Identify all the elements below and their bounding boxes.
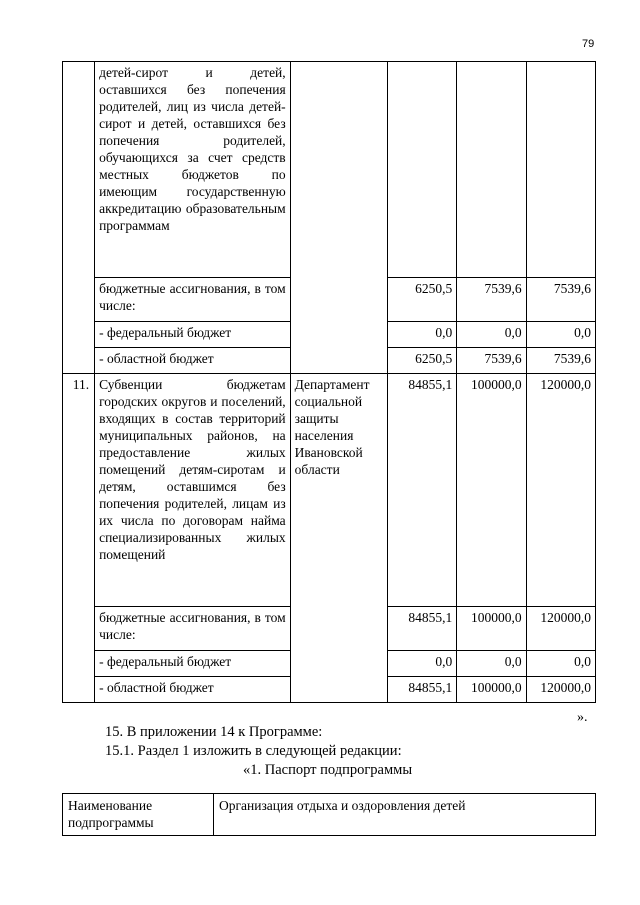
budget-value: 7539,6 — [457, 278, 526, 322]
federal-label: - федеральный бюджет — [95, 651, 291, 677]
federal-value: 0,0 — [387, 651, 456, 677]
federal-value: 0,0 — [526, 322, 595, 348]
row-number: 11. — [63, 374, 95, 607]
table-row — [63, 278, 596, 322]
value-cell: 120000,0 — [526, 374, 595, 607]
value-cell: 84855,1 — [387, 374, 456, 607]
table-row — [63, 677, 596, 703]
budget-label: бюджетные ассигнования, в том числе: — [95, 607, 291, 651]
table-row — [63, 348, 596, 374]
department-cell — [290, 62, 387, 278]
table-row — [63, 322, 596, 348]
passport-label: Наименование подпрограммы — [63, 794, 214, 836]
table-row — [63, 374, 596, 607]
budget-value: 84855,1 — [387, 607, 456, 651]
federal-value: 0,0 — [526, 651, 595, 677]
regional-value: 7539,6 — [526, 348, 595, 374]
closing-quote: ». — [577, 710, 588, 725]
federal-value: 0,0 — [387, 322, 456, 348]
value-cell: 100000,0 — [457, 374, 526, 607]
row-number-cell — [63, 62, 95, 278]
row-description: Субвенции бюджетам городских округов и поселений, входящих в состав территорий муниципальных районов, на предоставление жилых помещений детям-сиротам и детям, оставшимся без попечения родителей, лицам из их числа по договорам найма специализированных жилых помещений — [95, 374, 291, 607]
department-name: Департамент социальной защиты населения Ивановской области — [290, 374, 387, 607]
federal-value: 0,0 — [457, 322, 526, 348]
regional-label: - областной бюджет — [95, 677, 291, 703]
federal-value: 0,0 — [457, 651, 526, 677]
program-table — [62, 61, 596, 703]
table-row — [63, 651, 596, 677]
passport-table — [62, 793, 596, 836]
value-cell — [526, 62, 595, 278]
paragraph-15: 15. В приложении 14 к Программе: — [105, 724, 323, 740]
regional-label: - областной бюджет — [95, 348, 291, 374]
regional-value: 6250,5 — [387, 348, 456, 374]
section-heading: «1. Паспорт подпрограммы — [243, 762, 413, 778]
regional-value: 100000,0 — [457, 677, 526, 703]
regional-value: 120000,0 — [526, 677, 595, 703]
table-row — [63, 794, 596, 836]
budget-label: бюджетные ассигнования, в том числе: — [95, 278, 291, 322]
table-row — [63, 607, 596, 651]
budget-value: 120000,0 — [526, 607, 595, 651]
regional-value: 7539,6 — [457, 348, 526, 374]
page-number: 79 — [582, 38, 595, 50]
budget-value: 6250,5 — [387, 278, 456, 322]
table-row — [63, 62, 596, 278]
value-cell — [387, 62, 456, 278]
federal-label: - федеральный бюджет — [95, 322, 291, 348]
budget-value: 100000,0 — [457, 607, 526, 651]
value-cell — [457, 62, 526, 278]
budget-value: 7539,6 — [526, 278, 595, 322]
row-description: детей-сирот и детей, оставшихся без попечения родителей, лиц из числа детей-сирот и детей, оставшихся без попечения родителей, обучающихся за счет средств местных бюджетов по имеющим государственную аккредитацию образовательным программам — [95, 62, 291, 278]
passport-value: Организация отдыха и оздоровления детей — [214, 794, 596, 836]
paragraph-15-1: 15.1. Раздел 1 изложить в следующей редакции: — [105, 743, 402, 759]
regional-value: 84855,1 — [387, 677, 456, 703]
